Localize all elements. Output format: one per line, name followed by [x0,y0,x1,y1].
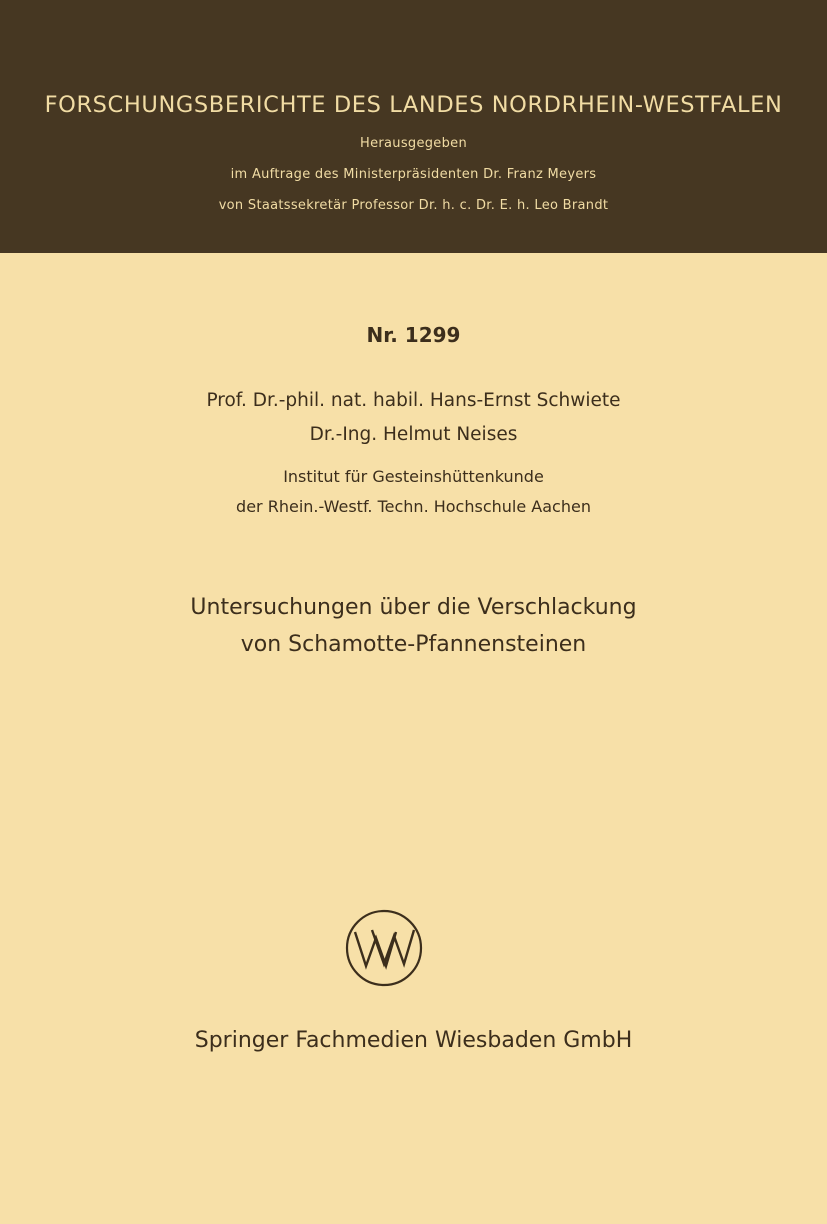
header-band [0,0,827,253]
book-title-line-1: Untersuchungen über die Verschlackung [190,595,637,620]
author-2: Dr.-Ing. Helmut Neises [309,424,518,445]
editor-line-2: im Auftrage des Ministerpräsidenten Dr. Franz Meyers [230,167,597,182]
editor-line-3: von Staatssekretär Professor Dr. h. c. Dr. E. h. Leo Brandt [218,198,609,213]
publisher-name: Springer Fachmedien Wiesbaden GmbH [194,1028,633,1053]
editor-line-1: Herausgegeben [360,136,467,151]
volume-number: Nr. 1299 [366,323,461,347]
author-1: Prof. Dr.-phil. nat. habil. Hans-Ernst Schwiete [206,390,621,411]
institution-line-1: Institut für Gesteinshüttenkunde [283,467,544,486]
springer-vw-logo-icon [344,908,424,988]
institution-line-2: der Rhein.-Westf. Techn. Hochschule Aachen [236,497,591,516]
series-title: FORSCHUNGSBERICHTE DES LANDES NORDRHEIN-WESTFALEN [44,92,783,118]
book-title-line-2: von Schamotte-Pfannensteinen [240,632,587,657]
